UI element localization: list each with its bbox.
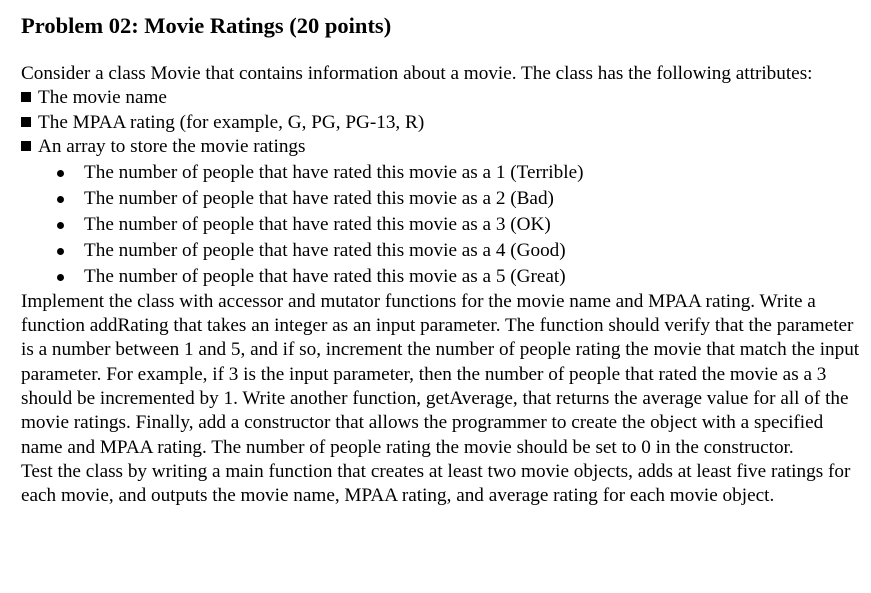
attribute-text: The MPAA rating (for example, G, PG, PG-13, R)	[38, 111, 425, 133]
problem-title: Problem 02: Movie Ratings (20 points)	[21, 13, 392, 38]
round-bullet-icon	[57, 274, 64, 281]
square-bullet-icon	[21, 141, 31, 151]
rating-item	[21, 238, 861, 264]
square-bullet-icon	[21, 92, 31, 102]
intro-paragraph: Consider a class Movie that contains information about a movie. The class has the following attributes:	[21, 63, 813, 84]
round-bullet-icon	[57, 196, 64, 203]
rating-list	[21, 160, 861, 290]
problem-document	[21, 12, 861, 508]
attribute-item	[21, 111, 861, 135]
rating-item	[21, 212, 861, 238]
round-bullet-icon	[57, 170, 64, 177]
rating-text: The number of people that have rated this movie as a 3 (OK)	[84, 214, 551, 235]
attribute-item	[21, 135, 861, 159]
rating-text: The number of people that have rated this movie as a 5 (Great)	[84, 265, 566, 287]
attribute-item	[21, 86, 861, 110]
test-paragraph: Test the class by writing a main function that creates at least two movie objects, adds at least five ratings for each movie, and outputs the movie name, MPAA rating, and average rating for each movie object.	[21, 460, 851, 507]
rating-item	[21, 160, 861, 186]
implementation-paragraph: Implement the class with accessor and mutator functions for the movie name and MPAA rating. Write a function addRating that takes an integer as an input parameter. The function should verify that the parameter is a number between 1 and 5, and if so, increment the number of people rating the movie that match the input parameter. For example, if 3 is the input parameter, then the number of people that rated the movie as a 3 should be incremented by 1. Write another function, getAverage, that returns the average value for all of the movie ratings. Finally, add a constructor that allows the programmer to create the object with a specified name and MPAA rating. The number of people rating the movie should be set to 0 in the constructor.	[21, 290, 860, 458]
attribute-list	[21, 86, 861, 159]
rating-item	[21, 186, 861, 212]
rating-text: The number of people that have rated this movie as a 2 (Bad)	[84, 188, 554, 210]
round-bullet-icon	[57, 248, 64, 255]
rating-text: The number of people that have rated this movie as a 4 (Good)	[84, 239, 566, 261]
round-bullet-icon	[57, 222, 64, 229]
rating-item	[21, 264, 861, 290]
attribute-text: The movie name	[38, 87, 167, 109]
rating-text: The number of people that have rated this movie as a 1 (Terrible)	[84, 162, 584, 184]
attribute-text: An array to store the movie ratings	[38, 135, 306, 157]
square-bullet-icon	[21, 117, 31, 127]
